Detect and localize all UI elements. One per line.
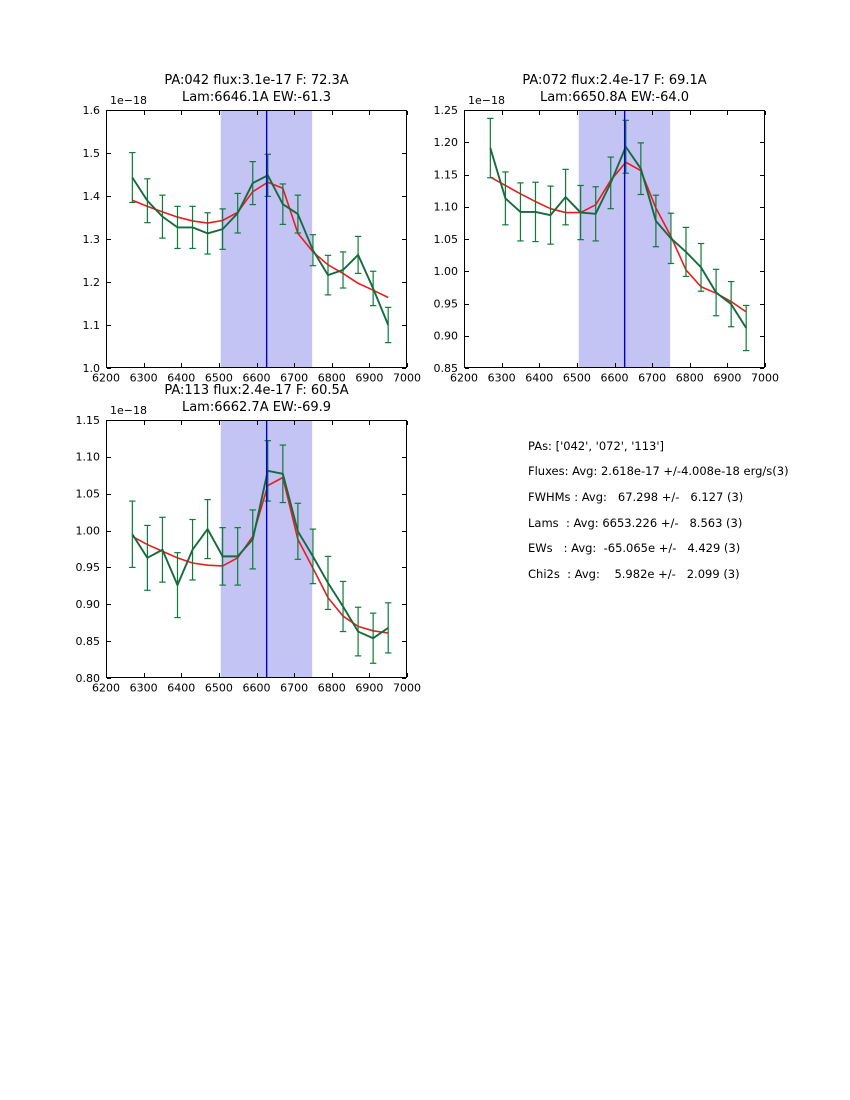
subplot3-title-line1: PA:113 flux:2.4e-17 F: 60.5A — [164, 383, 349, 398]
x-tick-label: 6800 — [675, 371, 704, 385]
subplot1-title-line1: PA:042 flux:3.1e-17 F: 72.3A — [164, 73, 349, 88]
y-tick-label: 1.05 — [75, 487, 100, 501]
x-tick-label: 6700 — [638, 371, 667, 385]
x-tick-label: 6200 — [92, 371, 120, 385]
x-tick-label: 6700 — [280, 371, 309, 385]
x-tick-label: 6900 — [713, 371, 742, 385]
y-tick-label: 0.90 — [433, 329, 458, 343]
subplot1-y-offset-label: 1e−18 — [110, 94, 147, 107]
subplot1-title — [106, 72, 407, 106]
x-tick-label: 6300 — [487, 371, 516, 385]
x-tick-label: 6600 — [242, 371, 271, 385]
y-tick-label: 1.1 — [82, 318, 100, 332]
x-tick-label: 6700 — [280, 681, 309, 695]
subplot3-y-offset-label: 1e−18 — [110, 404, 147, 417]
x-tick-label: 6500 — [204, 681, 233, 695]
x-tick-label: 6900 — [355, 371, 384, 385]
x-tick-label: 6300 — [129, 371, 158, 385]
subplot-3 — [76, 414, 422, 695]
x-tick-label: 6900 — [355, 681, 384, 695]
y-tick-label: 0.90 — [75, 598, 100, 612]
y-tick-label: 0.85 — [75, 634, 100, 648]
y-tick-label: 1.10 — [75, 450, 100, 464]
y-tick-label: 1.00 — [433, 265, 458, 279]
subplot-1 — [83, 104, 422, 385]
x-tick-label: 6400 — [167, 681, 196, 695]
y-tick-label: 1.4 — [82, 189, 100, 203]
subplot2-y-offset-label: 1e−18 — [468, 94, 505, 107]
subplot-2 — [434, 104, 780, 385]
y-tick-label: 1.3 — [82, 232, 100, 246]
summary-line-fwhms: FWHMs : Avg: 67.298 +/- 6.127 (3) — [528, 489, 744, 504]
x-tick-label: 6800 — [317, 681, 346, 695]
subplot3-title-line2: Lam:6662.7A EW:-69.9 — [181, 400, 332, 415]
subplot1-title-line2: Lam:6646.1A EW:-61.3 — [181, 90, 332, 105]
y-tick-label: 1.00 — [75, 524, 100, 538]
y-tick-label: 1.05 — [433, 232, 458, 246]
x-tick-label: 7000 — [393, 681, 421, 695]
x-tick-label: 7000 — [751, 371, 779, 385]
y-tick-label: 1.5 — [82, 146, 100, 160]
summary-panel — [528, 433, 789, 587]
y-tick-label: 1.15 — [433, 168, 458, 182]
y-tick-label: 0.95 — [75, 561, 100, 575]
y-tick-label: 1.10 — [433, 200, 458, 214]
y-tick-label: 1.6 — [82, 103, 100, 117]
x-tick-label: 6500 — [204, 371, 233, 385]
x-tick-label: 6400 — [167, 371, 196, 385]
x-tick-label: 6600 — [242, 681, 271, 695]
x-tick-label: 6200 — [450, 371, 478, 385]
x-tick-label: 6500 — [562, 371, 591, 385]
y-tick-label: 1.20 — [433, 136, 458, 150]
x-tick-label: 6600 — [600, 371, 629, 385]
x-tick-label: 7000 — [393, 371, 421, 385]
summary-line-pas: PAs: ['042', '072', '113'] — [528, 438, 665, 453]
y-tick-label: 0.95 — [433, 297, 458, 311]
subplot2-title-line1: PA:072 flux:2.4e-17 F: 69.1A — [522, 73, 707, 88]
subplot2-title-line2: Lam:6650.8A EW:-64.0 — [539, 90, 690, 105]
y-tick-label: 1.25 — [433, 103, 458, 117]
y-tick-label: 0.80 — [75, 671, 100, 685]
subplot3-title — [106, 382, 407, 416]
summary-line-chi2s: Chi2s : Avg: 5.982e +/- 2.099 (3) — [528, 566, 740, 581]
summary-line-lams: Lams : Avg: 6653.226 +/- 8.563 (3) — [528, 515, 743, 530]
y-tick-label: 0.85 — [433, 361, 458, 375]
subplot2-title — [464, 72, 765, 106]
summary-line-ews: EWs : Avg: -65.065e +/- 4.429 (3) — [528, 541, 741, 556]
x-tick-label: 6200 — [92, 681, 120, 695]
summary-line-fluxes: Fluxes: Avg: 2.618e-17 +/-4.008e-18 erg/s(3) — [528, 464, 789, 479]
x-tick-label: 6400 — [525, 371, 554, 385]
x-tick-label: 6300 — [129, 681, 158, 695]
y-tick-label: 1.0 — [82, 361, 100, 375]
y-tick-label: 1.2 — [82, 275, 100, 289]
x-tick-label: 6800 — [317, 371, 346, 385]
y-tick-label: 1.15 — [75, 413, 100, 427]
